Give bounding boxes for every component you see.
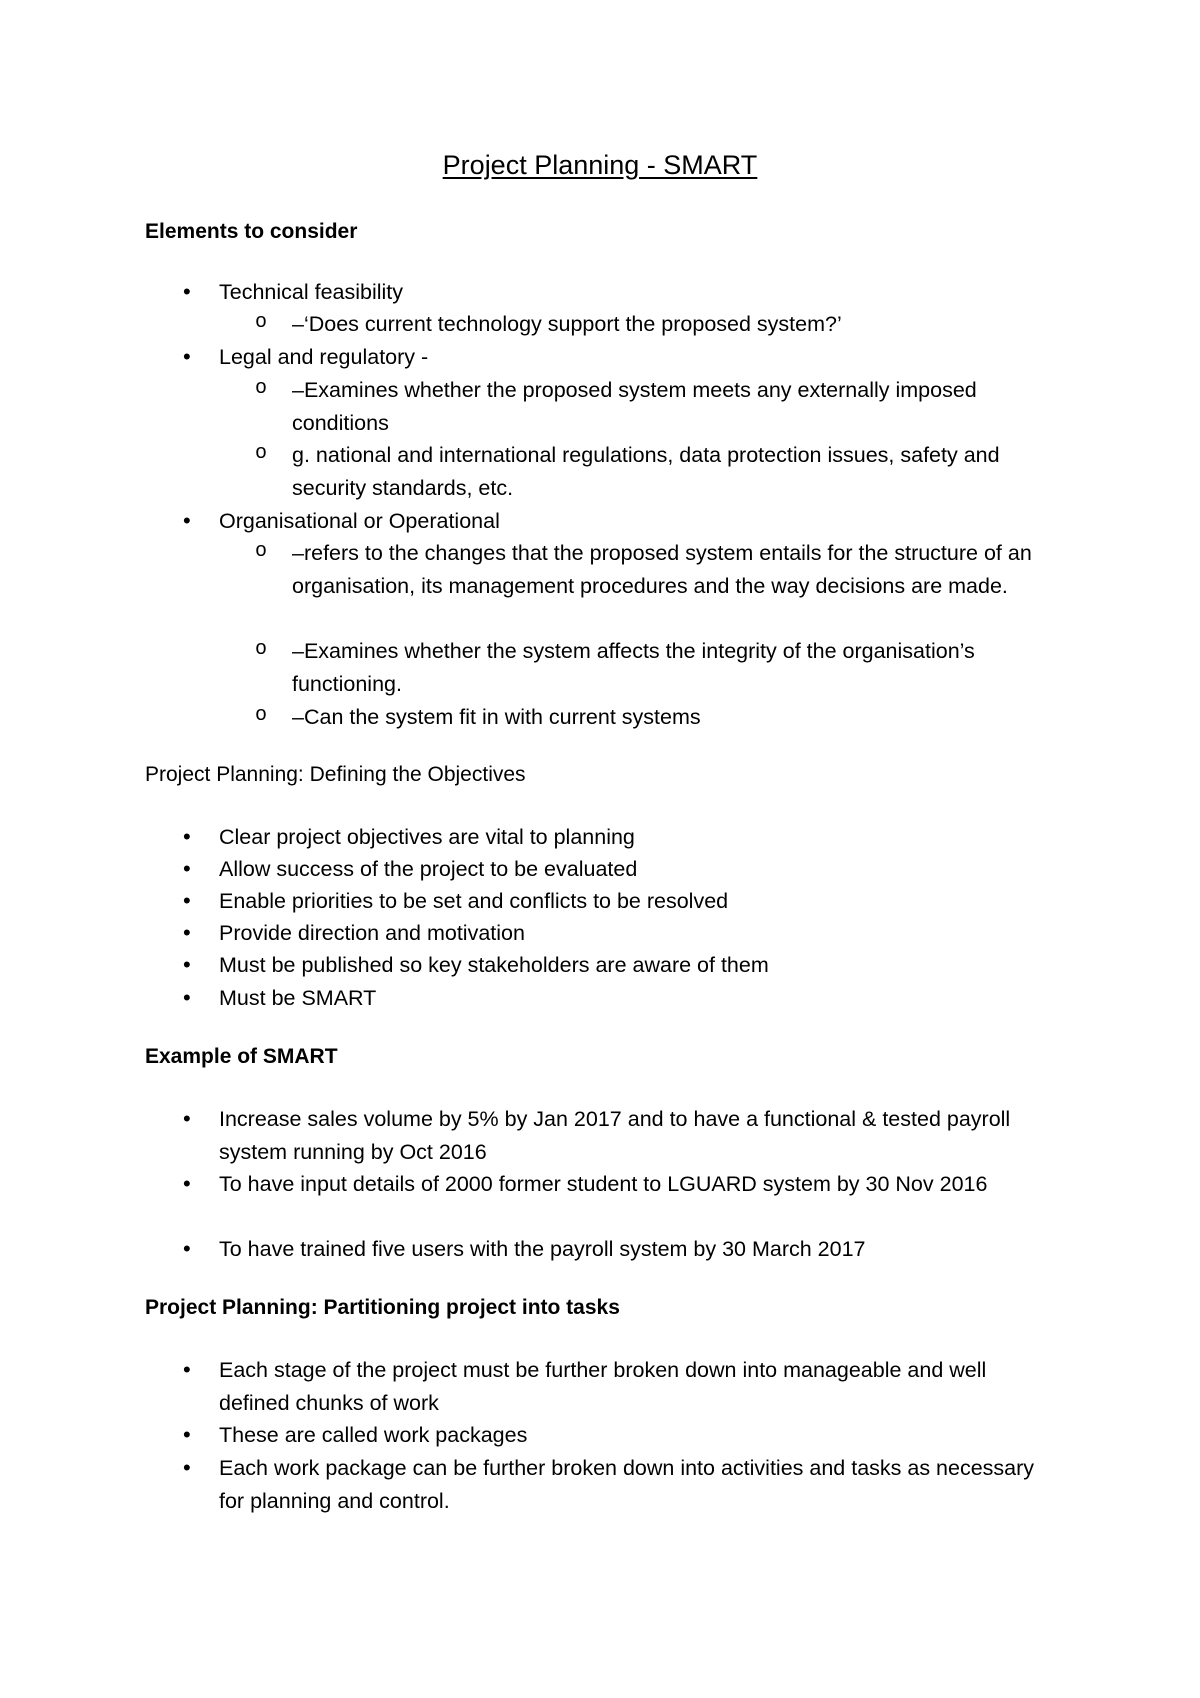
list-item: • To have trained five users with the payroll system by 30 March 2017 bbox=[219, 1233, 1059, 1266]
sub-list-item: o –Examines whether the proposed system meets any externally imposed conditions bbox=[292, 374, 1072, 439]
list-item: • Allow success of the project to be evaluated bbox=[219, 853, 1059, 886]
section-heading-partitioning: Project Planning: Partitioning project into tasks bbox=[145, 1296, 620, 1319]
sub-list-item: o –Can the system fit in with current systems bbox=[292, 701, 1072, 734]
list-item: • Enable priorities to be set and conflicts to be resolved bbox=[219, 885, 1059, 918]
sub-list-item: o g. national and international regulations, data protection issues, safety and security standards, etc. bbox=[292, 439, 1072, 504]
section-heading-elements: Elements to consider bbox=[145, 220, 358, 243]
list-item: • Provide direction and motivation bbox=[219, 917, 1059, 950]
list-item: • Organisational or Operational bbox=[219, 505, 1059, 538]
list-item: • These are called work packages bbox=[219, 1419, 1059, 1452]
list-item: • Legal and regulatory - bbox=[219, 341, 1059, 374]
list-item: • Each work package can be further broken down into activities and tasks as necessary for planning and control. bbox=[219, 1452, 1059, 1517]
list-item: • Technical feasibility bbox=[219, 276, 1059, 309]
list-item: • Each stage of the project must be further broken down into manageable and well defined chunks of work bbox=[219, 1354, 1059, 1419]
list-item: • Clear project objectives are vital to planning bbox=[219, 821, 1059, 854]
list-item: • To have input details of 2000 former student to LGUARD system by 30 Nov 2016 bbox=[219, 1168, 1059, 1201]
list-item: • Must be SMART bbox=[219, 982, 1059, 1015]
section-heading-objectives: Project Planning: Defining the Objectives bbox=[145, 763, 526, 786]
sub-list-item: o –Examines whether the system affects the integrity of the organisation’s functioning. bbox=[292, 635, 1072, 700]
sub-list-item: o –‘Does current technology support the proposed system?’ bbox=[292, 308, 1072, 341]
list-item: • Must be published so key stakeholders are aware of them bbox=[219, 949, 1059, 982]
sub-list-item: o –refers to the changes that the proposed system entails for the structure of an organisation, its management procedures and the way decisions are made. bbox=[292, 537, 1072, 602]
page-title: Project Planning - SMART bbox=[442, 150, 758, 180]
list-item: • Increase sales volume by 5% by Jan 2017 and to have a functional & tested payroll system running by Oct 2016 bbox=[219, 1103, 1059, 1168]
section-heading-smart-example: Example of SMART bbox=[145, 1045, 338, 1068]
